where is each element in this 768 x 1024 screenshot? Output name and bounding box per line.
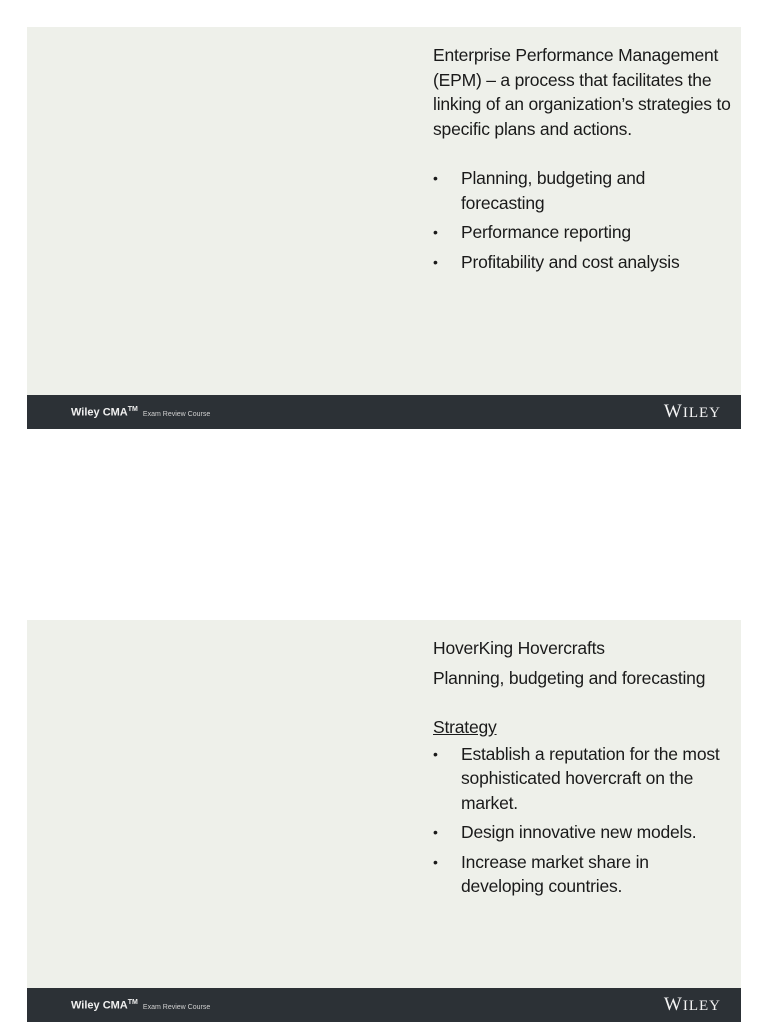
bullet-text: Performance reporting bbox=[461, 222, 631, 242]
bullet-text: Increase market share in developing countries. bbox=[461, 851, 649, 896]
wiley-logo bbox=[664, 994, 721, 1016]
footer-brand bbox=[71, 406, 210, 419]
bullet-text: Establish a reputation for the most sophisticated hovercraft on the market. bbox=[461, 743, 720, 813]
bullet-icon: • bbox=[433, 253, 438, 270]
bullet-icon: • bbox=[433, 745, 438, 762]
list-item bbox=[433, 742, 733, 816]
wiley-logo-initial: W bbox=[663, 401, 683, 422]
strategy-heading: Strategy bbox=[433, 717, 497, 737]
slide-1-bullet-list bbox=[433, 166, 733, 274]
wiley-logo-rest: ILEY bbox=[682, 998, 721, 1014]
wiley-logo-rest: ILEY bbox=[682, 405, 721, 421]
slide-1-content bbox=[433, 43, 733, 279]
footer-brand-name: Wiley CMA bbox=[71, 406, 128, 419]
slide-2-bullet-list bbox=[433, 742, 733, 899]
list-item bbox=[433, 220, 733, 245]
slide-2-subtitle: Planning, budgeting and forecasting bbox=[433, 667, 706, 688]
list-item bbox=[433, 850, 733, 899]
slide-2 bbox=[27, 620, 741, 1022]
wiley-logo-initial: W bbox=[663, 994, 683, 1015]
slide-2-content bbox=[433, 636, 733, 904]
bullet-text: Design innovative new models. bbox=[461, 822, 697, 842]
slide-2-title: HoverKing Hovercrafts bbox=[433, 638, 605, 658]
epm-definition: Enterprise Performance Management (EPM) – a process that facilitates the linking of an organization’s strategies to specific plans and actions. bbox=[433, 45, 731, 139]
bullet-icon: • bbox=[433, 224, 438, 240]
list-item bbox=[433, 166, 733, 215]
list-item bbox=[433, 250, 733, 275]
footer-course-label: Exam Review Course bbox=[142, 410, 211, 418]
slide-footer bbox=[27, 395, 741, 429]
slide-1 bbox=[27, 27, 741, 429]
bullet-icon: • bbox=[433, 824, 438, 840]
wiley-logo bbox=[664, 401, 721, 423]
footer-trademark: TM bbox=[127, 999, 138, 1006]
footer-course-label: Exam Review Course bbox=[142, 1003, 211, 1011]
bullet-icon: • bbox=[433, 170, 438, 186]
footer-brand bbox=[71, 999, 210, 1012]
bullet-text: Profitability and cost analysis bbox=[461, 251, 680, 272]
footer-brand-name: Wiley CMA bbox=[71, 999, 128, 1012]
bullet-icon: • bbox=[433, 853, 438, 870]
bullet-text: Planning, budgeting and forecasting bbox=[461, 168, 646, 213]
footer-trademark: TM bbox=[127, 406, 138, 413]
list-item bbox=[433, 820, 733, 845]
slide-footer bbox=[27, 988, 741, 1022]
